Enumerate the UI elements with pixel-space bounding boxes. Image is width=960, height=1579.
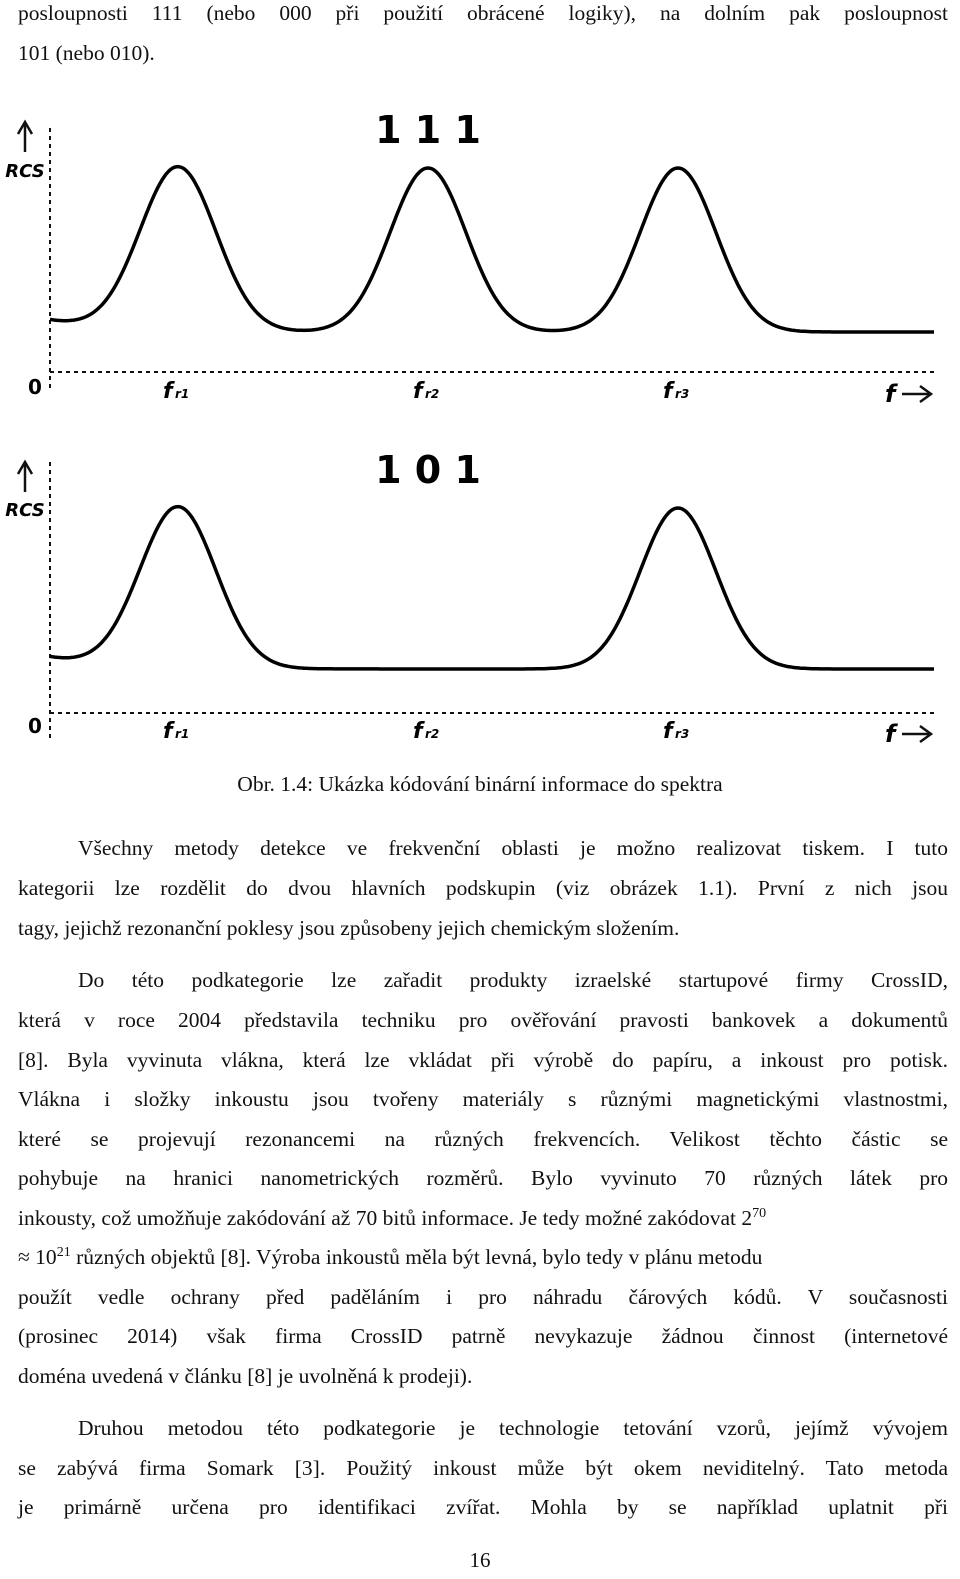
body-text-line: kategorii lze rozdělit do dvou hlavních podskupin (viz obrázek 1.1). První z nich jsou	[18, 876, 948, 900]
x-axis-label	[885, 720, 931, 748]
chart-111	[5, 108, 935, 408]
x-tick-label	[163, 379, 189, 404]
zero-label: 0	[28, 714, 42, 738]
superscript: 70	[752, 1205, 767, 1221]
svg-text:f: f	[663, 719, 673, 744]
y-axis-label: RCS	[5, 500, 45, 521]
chart-101	[5, 448, 935, 748]
y-axis-arrow	[18, 462, 32, 492]
code-label: 1 0 1	[375, 448, 481, 492]
body-text-line: je primárně určena pro identifikaci zvířat. Mohla by se například uplatnit při	[18, 1495, 948, 1519]
rcs-spectrum-figure	[0, 0, 960, 770]
page-number: 16	[469, 1548, 491, 1572]
svg-text:f: f	[413, 719, 423, 744]
figure-caption: Obr. 1.4: Ukázka kódování binární informace do spektra	[237, 772, 723, 796]
rcs-curve-101	[50, 507, 934, 669]
body-text-line: posloupnosti 111 (nebo 000 při použití obrácené logiky), na dolním pak posloupnost	[18, 1, 948, 25]
body-text-run: různých objektů [8]. Výroba inkoustů měla být levná, bylo tedy v plánu metodu	[70, 1245, 763, 1269]
svg-text:r3: r3	[675, 727, 690, 741]
y-axis-label: RCS	[5, 161, 45, 182]
x-tick-label	[413, 719, 439, 744]
x-tick-label	[413, 379, 439, 404]
body-text-run: ≈ 10	[18, 1245, 57, 1269]
x-tick-label	[163, 719, 189, 744]
superscript: 21	[56, 1244, 71, 1260]
body-text-line: Druhou metodou této podkategorie je technologie tetování vzorů, jejímž vývojem	[78, 1416, 948, 1440]
svg-text:f: f	[163, 379, 173, 404]
body-text-line	[18, 1205, 948, 1231]
body-text-line: doména uvedená v článku [8] je uvolněná k prodeji).	[18, 1364, 473, 1388]
body-text-line: 101 (nebo 010).	[18, 41, 155, 65]
rcs-curve-111	[50, 167, 934, 332]
svg-text:r2: r2	[425, 387, 440, 401]
body-text-line: [8]. Byla vyvinuta vlákna, která lze vkládat při výrobě do papíru, a inkoust pro potisk.	[18, 1048, 948, 1072]
svg-text:f: f	[885, 380, 896, 408]
body-text-line: která v roce 2004 představila techniku pro ověřování pravosti bankovek a dokumentů	[18, 1008, 948, 1032]
body-text-line: použít vedle ochrany před paděláním i pro náhradu čárových kódů. V současnosti	[18, 1285, 948, 1309]
x-tick-label	[663, 379, 689, 404]
svg-text:f: f	[885, 720, 896, 748]
x-tick-label	[663, 719, 689, 744]
body-text-line: pohybuje na hranici nanometrických rozměrů. Bylo vyvinuto 70 různých látek pro	[18, 1166, 948, 1190]
svg-text:f: f	[663, 379, 673, 404]
x-axis-label	[885, 380, 931, 408]
y-axis-arrow	[18, 122, 32, 152]
svg-text:f: f	[413, 379, 423, 404]
svg-text:r1: r1	[175, 387, 190, 401]
body-text-line: se zabývá firma Somark [3]. Použitý inkoust může být okem neviditelný. Tato metoda	[18, 1456, 948, 1480]
body-text-line: Všechny metody detekce ve frekvenční oblasti je možno realizovat tiskem. I tuto	[78, 836, 948, 860]
body-text-line: (prosinec 2014) však firma CrossID patrně nevykazuje žádnou činnost (internetové	[18, 1324, 948, 1348]
body-text-line: tagy, jejichž rezonanční poklesy jsou způsobeny jejich chemickým složením.	[18, 916, 680, 940]
body-text-line: Do této podkategorie lze zařadit produkty izraelské startupové firmy CrossID,	[78, 968, 948, 992]
body-text-line	[18, 1244, 948, 1270]
code-label: 1 1 1	[375, 108, 481, 152]
body-text-line: které se projevují rezonancemi na různých frekvencích. Velikost těchto částic se	[18, 1127, 948, 1151]
zero-label: 0	[28, 375, 42, 399]
svg-text:f: f	[163, 719, 173, 744]
body-text-run: inkousty, což umožňuje zakódování až 70 bitů informace. Je tedy možné zakódovat 2	[18, 1206, 753, 1230]
svg-text:r2: r2	[425, 727, 440, 741]
svg-text:r3: r3	[675, 387, 690, 401]
svg-text:r1: r1	[175, 727, 190, 741]
body-text-line: Vlákna i složky inkoustu jsou tvořeny materiály s různými magnetickými vlastnostmi,	[18, 1087, 948, 1111]
